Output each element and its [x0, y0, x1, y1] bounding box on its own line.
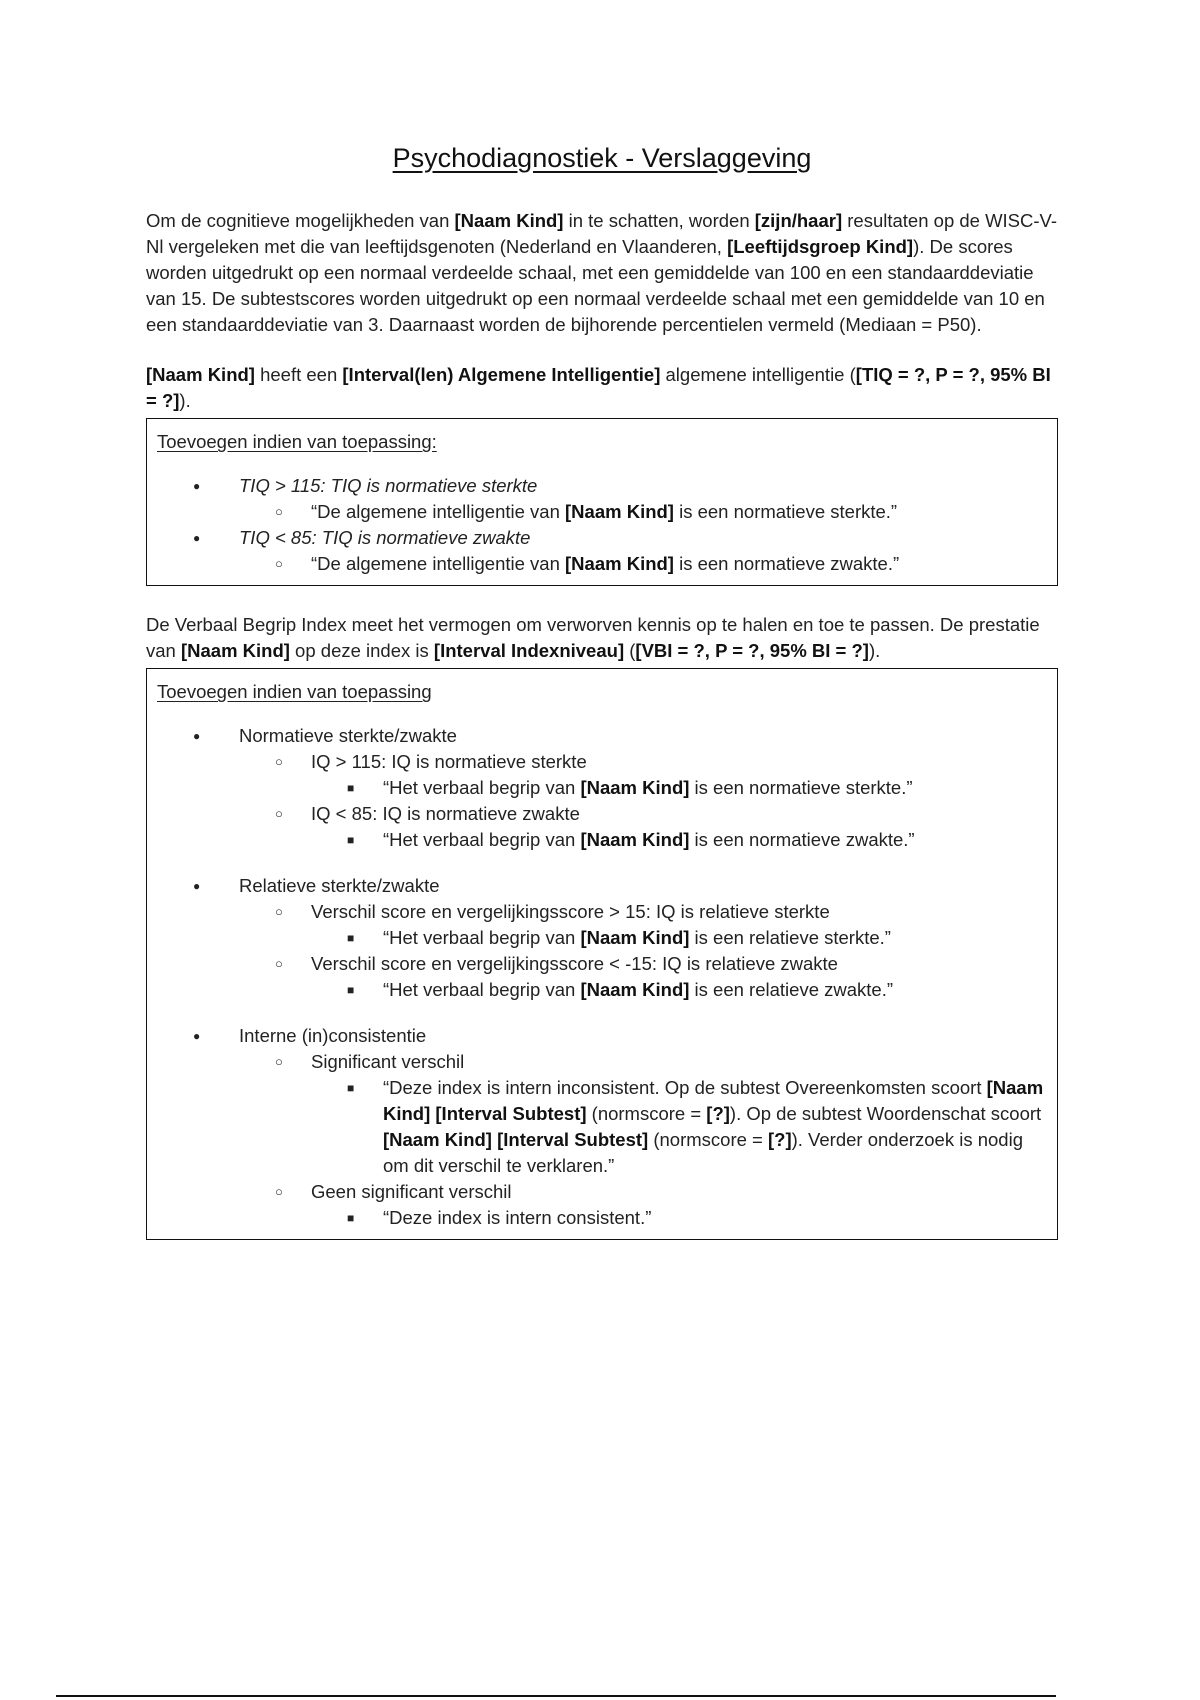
list-item: ■ “Deze index is intern consistent.” — [311, 1205, 1047, 1231]
list-item: ○ “De algemene intelligentie van [Naam Kind] is een normatieve zwakte.” — [239, 551, 1047, 577]
page-title: Psychodiagnostiek - Verslaggeving — [392, 143, 812, 173]
box-title: Toevoegen indien van toepassing: — [157, 431, 437, 452]
document-page — [146, 140, 1058, 1240]
vbi-paragraph: De Verbaal Begrip Index meet het vermogen om verworven kennis op te halen en toe te passen. De prestatie van [Naam Kind] op deze index is [Interval Indexniveau] ([VBI = ?, P = ?, 95% BI = ?]). — [146, 614, 1040, 661]
list-item: ○ Verschil score en vergelijkingsscore < -15: IQ is relatieve zwakte ■ “Het verbaal begrip van [Naam Kind] is een relatieve zwakte.” — [239, 951, 1047, 1003]
list-item: ○ Geen significant verschil ■ “Deze index is intern consistent.” — [239, 1179, 1047, 1231]
box-title: Toevoegen indien van toepassing — [157, 681, 432, 702]
list-item: ● TIQ > 115: TIQ is normatieve sterkte ○ “De algemene intelligentie van [Naam Kind] is een normatieve sterkte.” — [157, 473, 1047, 525]
list-item: ■ “Het verbaal begrip van [Naam Kind] is een normatieve zwakte.” — [311, 827, 1047, 853]
list-item-relatief: ● Relatieve sterkte/zwakte ○ Verschil score en vergelijkingsscore > 15: IQ is relatieve sterkte ■ “Het verbaal begrip van [Naam Kind] is een relatieve sterkte.” ○ Verschil score en vergelijkingsscore < -15: IQ is relatieve zwakte ■ “Het verbaal begrip van [Naam Kind] is een relatieve zwakte.” — [157, 873, 1047, 1003]
list-item: ■ “Het verbaal begrip van [Naam Kind] is een normatieve sterkte.” — [311, 775, 1047, 801]
list-item: ■ “Het verbaal begrip van [Naam Kind] is een relatieve sterkte.” — [311, 925, 1047, 951]
list-item: ○ IQ < 85: IQ is normatieve zwakte ■ “Het verbaal begrip van [Naam Kind] is een normatieve zwakte.” — [239, 801, 1047, 853]
list-item-normatief: ● Normatieve sterkte/zwakte ○ IQ > 115: IQ is normatieve sterkte ■ “Het verbaal begrip van [Naam Kind] is een normatieve sterkte.” ○ IQ < 85: IQ is normatieve zwakte ■ “Het verbaal begrip van [Naam Kind] is een normatieve zwakte.” — [157, 723, 1047, 853]
tiq-paragraph: [Naam Kind] heeft een [Interval(len) Algemene Intelligentie] algemene intelligentie ([TIQ = ?, P = ?, 95% BI = ?]). — [146, 364, 1051, 411]
list-item: ○ IQ > 115: IQ is normatieve sterkte ■ “Het verbaal begrip van [Naam Kind] is een normatieve sterkte.” — [239, 749, 1047, 801]
list-item: ■ “Het verbaal begrip van [Naam Kind] is een relatieve zwakte.” — [311, 977, 1047, 1003]
list-item: ● TIQ < 85: TIQ is normatieve zwakte ○ “De algemene intelligentie van [Naam Kind] is een normatieve zwakte.” — [157, 525, 1047, 577]
tiq-conditional-box — [146, 418, 1058, 586]
list-item: ■ “Deze index is intern inconsistent. Op de subtest Overeenkomsten scoort [Naam Kind] [Interval Subtest] (normscore = [?]). Op de subtest Woordenschat scoort [Naam Kind] [Interval Subtest] (normscore = [?]). Verder onderzoek is nodig om dit verschil te verklaren.” — [311, 1075, 1047, 1179]
footer-divider — [56, 1695, 1056, 1697]
list-item: ○ Verschil score en vergelijkingsscore > 15: IQ is relatieve sterkte ■ “Het verbaal begrip van [Naam Kind] is een relatieve sterkte.” — [239, 899, 1047, 951]
intro-paragraph: Om de cognitieve mogelijkheden van [Naam Kind] in te schatten, worden [zijn/haar] resultaten op de WISC-V-Nl vergeleken met die van leeftijdsgenoten (Nederland en Vlaanderen, [Leeftijdsgroep Kind]). De scores worden uitgedrukt op een normaal verdeelde schaal, met een gemiddelde van 100 en een standaarddeviatie van 15. De subtestscores worden uitgedrukt op een normaal verdeelde schaal met een gemiddelde van 10 en een standaarddeviatie van 3. Daarnaast worden de bijhorende percentielen vermeld (Mediaan = P50). — [146, 210, 1058, 335]
list-item: ○ “De algemene intelligentie van [Naam Kind] is een normatieve sterkte.” — [239, 499, 1047, 525]
list-item-intern: ● Interne (in)consistentie ○ Significant verschil ■ “Deze index is intern inconsistent. Op de subtest Overeenkomsten scoort [Naam Kind] [Interval Subtest] (normscore = [?]). Op de subtest Woordenschat scoort [Naam Kind] [Interval Subtest] (normscore = [?]). Verder onderzoek is nodig om dit verschil te verklaren.” ○ Geen significant verschil ■ “Deze index is intern consistent.” — [157, 1023, 1047, 1231]
vbi-conditional-box — [146, 668, 1058, 1240]
list-item: ○ Significant verschil ■ “Deze index is intern inconsistent. Op de subtest Overeenkomsten scoort [Naam Kind] [Interval Subtest] (normscore = [?]). Op de subtest Woordenschat scoort [Naam Kind] [Interval Subtest] (normscore = [?]). Verder onderzoek is nodig om dit verschil te verklaren.” — [239, 1049, 1047, 1179]
